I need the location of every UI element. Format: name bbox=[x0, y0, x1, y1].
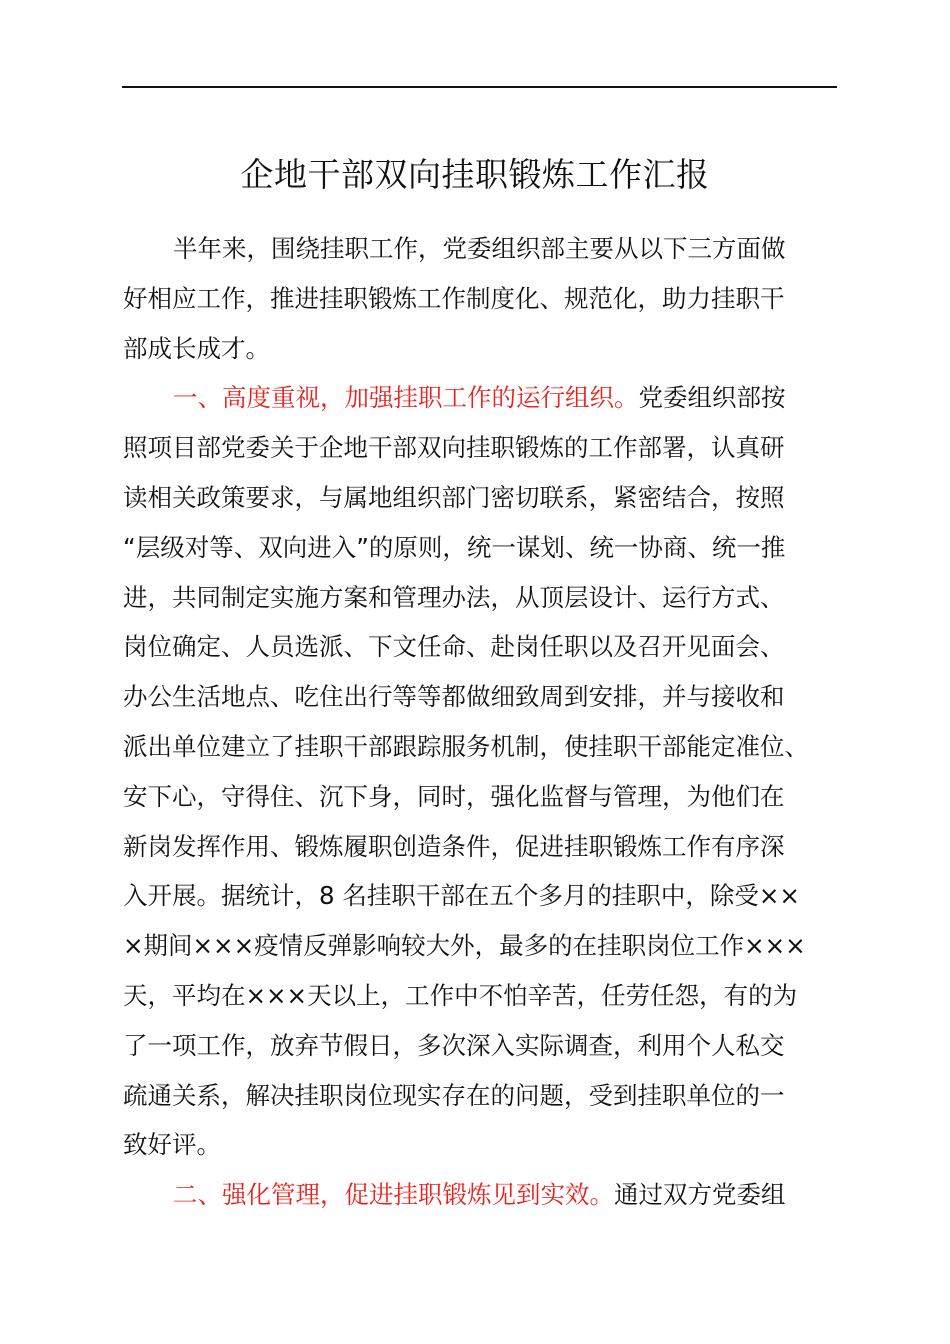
text-line: 好相应工作，推进挂职锻炼工作制度化、规范化，助力挂职干 bbox=[123, 283, 785, 313]
text-line: 致好评。 bbox=[123, 1130, 221, 1160]
text-line: 照项目部党委关于企地干部双向挂职锻炼的工作部署，认真研 bbox=[123, 433, 785, 463]
section-1-paragraph bbox=[123, 373, 838, 1170]
intro-paragraph bbox=[123, 224, 838, 373]
text-line: 部成长成才。 bbox=[123, 333, 270, 363]
text-line: “层级对等、双向进入”的原则，统一谋划、统一协商、统一推 bbox=[123, 532, 786, 562]
document-title: 企地干部双向挂职锻炼工作汇报 bbox=[240, 155, 710, 194]
text-line: 读相关政策要求，与属地组织部门密切联系，紧密结合，按照 bbox=[123, 482, 785, 512]
section-2-lead: 通过双方党委组 bbox=[614, 1180, 786, 1210]
section-2-paragraph bbox=[123, 1170, 838, 1220]
text-line bbox=[123, 373, 838, 423]
header-rule bbox=[122, 86, 837, 88]
section-1-heading: 一、高度重视，加强挂职工作的运行组织。 bbox=[173, 383, 639, 413]
text-line: ×期间×××疫情反弹影响较大外，最多的在挂职岗位工作××× bbox=[123, 931, 806, 961]
text-line: 入开展。据统计，8 名挂职干部在五个多月的挂职中，除受×× bbox=[123, 881, 800, 911]
text-line: 半年来，围绕挂职工作，党委组织部主要从以下三方面做 bbox=[173, 234, 786, 263]
text-line: 新岗发挥作用、锻炼履职创造条件，促进挂职锻炼工作有序深 bbox=[123, 831, 785, 861]
text-line: 了一项工作，放弃节假日，多次深入实际调查，利用个人私交 bbox=[123, 1030, 785, 1060]
text-line: 进，共同制定实施方案和管理办法，从顶层设计、运行方式、 bbox=[123, 582, 785, 612]
text-line: 办公生活地点、吃住出行等等都做细致周到安排，并与接收和 bbox=[123, 682, 785, 712]
text-line: 天，平均在×××天以上，工作中不怕辛苦，任劳任怨，有的为 bbox=[123, 980, 798, 1010]
text-line: 派出单位建立了挂职干部跟踪服务机制，使挂职干部能定准位、 bbox=[123, 731, 809, 761]
section-2-heading: 二、强化管理，促进挂职锻炼见到实效。 bbox=[173, 1180, 614, 1210]
section-1-lead: 党委组织部按 bbox=[638, 383, 786, 413]
document-body bbox=[123, 224, 838, 1220]
text-line bbox=[123, 1170, 838, 1220]
text-line: 疏通关系，解决挂职岗位现实存在的问题，受到挂职单位的一 bbox=[123, 1080, 785, 1110]
text-line: 岗位确定、人员选派、下文任命、赴岗任职以及召开见面会、 bbox=[123, 632, 785, 662]
text-line: 安下心，守得住、沉下身，同时，强化监督与管理，为他们在 bbox=[123, 781, 785, 811]
